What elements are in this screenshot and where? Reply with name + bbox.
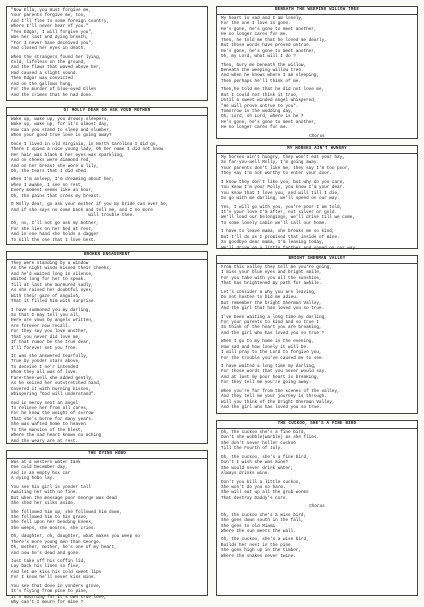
lyric-line: And I'll flee to some foreign country, [11, 18, 109, 24]
lyric-line: Lay back his linen so fine, [11, 564, 81, 570]
lyric-line: And closed her eyes in death. [11, 46, 86, 52]
lyric-line: She goes high up in the timber, [221, 548, 301, 554]
lyric-line: Then Edgar was convicted [11, 76, 73, 82]
lyric-line: He's gone, he's gone to meet another, [221, 119, 317, 125]
lyric-line: She will eat up all the grub worms [221, 490, 309, 496]
lyric-line: But those words have proved untrue. [221, 43, 312, 49]
lyric-line: She weeps, she mourns, she cries. [11, 525, 97, 531]
lyric-line: Wake up, wake up, you drowsy sleepers, [11, 117, 109, 122]
lyric-line: That has brightened my path for awhile. [221, 281, 322, 287]
lyric-line: But remember the bright Sherman Valley, [221, 300, 322, 306]
lyric-line: Here are vows by angels written, [11, 318, 94, 324]
lyric-line: Your parents forgive me, too, [11, 13, 86, 19]
lyric-line: As the night winds kissed their cheeks, [11, 266, 112, 272]
lyric-line: Don't you kill a little cuckoo, [221, 479, 301, 485]
lyric-line: Till at last she murmured sadly, [11, 282, 94, 288]
lyric-line: For she lies on her bed at rest, [11, 226, 94, 232]
lyric-line: True by yonder stars above, [11, 359, 81, 365]
lyric-line: When the strangers found her lying, [11, 54, 102, 60]
lyric-line: Every moment seems like an hour, [11, 188, 94, 194]
lyric-line: Your parents don't like me, they say I'm too poor, [221, 165, 350, 171]
lyric-line: God in mercy sent an angel [11, 400, 79, 406]
lyric-line: As he seized her outstretched hand, [11, 381, 102, 387]
lyric-line: And at last my poor heart is breaking, [221, 374, 319, 380]
lyric-line: You know I'm your Polly, you know I'm your dear. [221, 185, 345, 191]
lyric-line: will trouble thee. [11, 213, 135, 218]
lyric-line: Oh, the tears that I did shed. [11, 168, 89, 174]
lyric-line: To relieve her from all cares, [11, 405, 89, 411]
lyric-line: Are forever now recall. [11, 323, 71, 329]
lyric-line: Oh, the cuckoo she's a fine bird, [221, 430, 307, 435]
song-title: BRIGHT SHERMAN VALLEY [217, 256, 417, 264]
lyric-line: A dying hobo lay. [11, 476, 55, 482]
lyric-line: Oh, the pains that cross my breast. [11, 193, 102, 199]
lyric-line: "For I never have deceived you", [11, 40, 94, 46]
song-title: THE DYING HOBO [7, 451, 207, 459]
lyric-line: Oh, no, I'll not go ask my mother, [11, 221, 99, 227]
lyric-line: For I know he'll never kiss mine. [11, 575, 97, 581]
lyric-line: But I'll do as I promised that inside of mine. [221, 234, 340, 240]
lyric-line: So go with me darling, we'll speed on our way. [221, 196, 340, 202]
lyric-line: Wake up, wake up, for it's almost day, [11, 122, 109, 128]
lyric-line: Don't she wobble(warble) as she flies. [221, 435, 319, 441]
lyric-line: We'll load our belongings, we'll drive till we come, [221, 215, 356, 221]
lyric-line: Oh, the cuckoo she's a wise bird, [221, 512, 307, 518]
lyric-line: She won't do you no harm. [221, 484, 286, 490]
lyric-line: Let's consider a why you are leaving, [221, 289, 317, 295]
lyric-line: Just take off his coffin lid, [11, 559, 86, 564]
lyric-line: And the girl who has loved you so true ? [221, 330, 325, 336]
lyric-line: Where the sun meets the wall. [221, 529, 296, 534]
lyric-line: Fare-thee-well she added gently, [11, 375, 94, 381]
lyric-line: When I go to my home in the evening, [221, 339, 314, 345]
lyric-line: Oh, the cuckoo, she's a fine bird, [221, 454, 309, 460]
lyric-line: Oh, my Lord, what will I do ? [221, 54, 296, 60]
song-sherman-valley-box [216, 255, 418, 414]
lyric-line: Cold, lifeless on the ground, [11, 59, 86, 65]
lyric-line: She would never drink water, [221, 465, 294, 471]
lyric-line: Do not hasten to bid me adieu. [221, 295, 299, 301]
lyric-line: Yes, I will go with you, you're poor I am told, [221, 204, 343, 210]
lyric-line: For they tell me you're going away. [221, 380, 312, 386]
lyric-line: And the weary are at rest. [11, 438, 79, 444]
lyric-line: Till the Fourth of July. [221, 446, 283, 452]
lyric-line: Then, he told me that he loved me dearly, [221, 37, 327, 43]
lyric-line: To deceive I ne'r intended [11, 364, 79, 370]
lyric-line: And now he's dead and gone. [11, 550, 81, 556]
lyric-line: He's gone, he's gone to meet another, [221, 48, 317, 54]
lyric-line: And on cheeks were diamond red, [11, 158, 91, 164]
lyric-line: My horses ain't hungry, they won't eat your hay, [221, 155, 345, 160]
lyric-line: Once I lived in old Virginia, in North Carolina I did go, [11, 141, 158, 147]
song-sheet [6, 6, 418, 606]
lyric-line: He no longer cares for me. [221, 32, 289, 38]
lyric-line: I have to leave mama, she breaks me so kind, [221, 229, 335, 235]
lyric-line: I'll forever set you free. [11, 345, 79, 351]
lyric-line: For you take with you all the sunshine, [221, 275, 322, 281]
lyric-line: There I spied a nice young lady, Oh her name I did not know [11, 147, 164, 153]
lyric-line: From this valley they tell me you're going, [221, 265, 332, 270]
song-intro-box [6, 6, 208, 101]
lyric-line: Beneath the weeping willow tree. [221, 67, 304, 73]
lyric-line: Then,he told me that he did not love me, [221, 87, 325, 93]
lyric-line: They say I'm not worthy to enter your door. [221, 171, 332, 177]
lyric-line: And in one hand she holds a dagger [11, 232, 99, 238]
lyric-line: Had caused a slight sound. [11, 70, 79, 76]
lyric-line: To kill the one that I love best. [11, 237, 97, 243]
lyric-line: And let me kiss his cold sweet lips [11, 569, 102, 575]
lyric-line: Was at a western water tank [11, 460, 81, 465]
lyric-line: Tomorrow is the wedding day, [221, 109, 294, 114]
lyric-line: To the mansion of the blest, [11, 427, 84, 433]
lyric-line: For your parents to kind and so true I [221, 319, 319, 325]
song-dying-hobo-box [6, 450, 208, 606]
lyric-line: You see that dove in yonders grove, [11, 583, 102, 589]
lyric-line: Where the snakes never twine. [221, 553, 296, 559]
lyric-line: Chorus [309, 504, 325, 510]
lyric-line: She don't never holler cuckoo [221, 440, 296, 446]
lyric-line: She fell upon her bending knees, [11, 520, 94, 526]
lyric-line: So that I may tell you all, [11, 312, 81, 318]
lyric-line: "He will prove untrue to you". [221, 103, 299, 109]
lyric-line: It's flying from pine to pine, [11, 589, 89, 595]
lyric-line: And if she says no come back and tell me, and I no more [11, 207, 153, 213]
lyric-line: Her hair was black & her eyes was sparkling, [11, 152, 125, 158]
lyric-line: So goodbye dear mama, I'm leaving today, [221, 240, 325, 246]
lyric-line: For the one I love is gone. [221, 21, 291, 27]
left-column [6, 6, 208, 606]
lyric-line: So think of the heart you are breaking, [221, 325, 322, 331]
lyric-line: She followed him up, she followed him down, [11, 509, 122, 515]
lyric-line: Will you think of the bright Sherman Valley, [221, 399, 335, 405]
lyric-line: I have waited a long time my darling, [221, 364, 317, 369]
lyric-line: If that rumor be the true dear, [11, 340, 91, 346]
lyric-line: When I'm asleep, I'm dreaming about her, [11, 177, 115, 183]
lyric-line: Always drinks wine. [221, 471, 270, 477]
lyric-line: Oh, daughter, oh, daughter, what makes you weep so [11, 534, 140, 540]
lyric-line: Awaiting her with no fine. [11, 490, 79, 496]
lyric-line: And on her breast she wore a lily, [11, 163, 99, 169]
lyric-line: She shed her silks aside. [11, 501, 76, 507]
lyric-line: She goes down south in the fall, [221, 518, 304, 524]
lyric-line: One cold December day, [11, 465, 68, 471]
lyric-line: So far-you-well Molly, I'm going away. [221, 160, 319, 166]
lyric-line: Oh, Lord, oh Lord, where is he ? [221, 114, 304, 120]
lyric-line: And in an empty box car [11, 470, 71, 476]
lyric-line: They were standing by a window [11, 261, 89, 266]
song-title: THE CUCKOO, SHE'S A FINE BIRD [217, 421, 417, 429]
lyric-line: How sad and how lonely it will be. [221, 344, 309, 350]
lyric-line: We'll drive on a little farther and speed on our way. [221, 245, 358, 251]
lyric-line: For those words that you never would say. [221, 369, 327, 375]
lyric-line: That she's borne for many years. [11, 416, 94, 422]
lyric-line: Why can't I mourn for mine ? [11, 600, 84, 606]
lyric-line: She was wafted home to heaven [11, 422, 86, 428]
lyric-line: Don't I wish she was mine? [221, 460, 289, 466]
lyric-line: That destroy Daddy's corn. [221, 495, 289, 501]
lyric-line: I have summoned you my darling, [11, 307, 91, 313]
lyric-line: And he'd waited long in silence, [11, 271, 94, 277]
lyric-line: It's your love I'm after, not silver or gold. [221, 209, 338, 215]
lyric-line: Where the sad heart knows no aching [11, 433, 102, 439]
lyric-line: It's mourning for it's own true love, [11, 594, 107, 600]
lyric-line: You see his girl is yonder tall [11, 484, 91, 490]
lyric-line: And the girl that has loved you so true. [221, 306, 325, 312]
song-title: MY HORSES AIN'T HUNGRY [217, 146, 417, 154]
lyric-line: Covered it with burning kisses, [11, 386, 91, 392]
lyric-line: It was she answered tearfully, [11, 354, 89, 359]
lyric-line: There's more young men than George. [11, 539, 102, 545]
song-willow-box [216, 6, 418, 139]
lyric-line: O Molly dear, go ask your mother if you my bride can ever be, [11, 202, 169, 208]
lyric-line: As she raised her doubtful eyes, [11, 288, 94, 294]
lyric-line: When you're far from the scenes of the valley, [221, 388, 340, 394]
lyric-line: That you never did love me, [11, 334, 81, 340]
lyric-line: You know that I love you, and will till I die, [221, 190, 340, 196]
lyric-line: How can you stand to sleep and slumber, [11, 127, 112, 133]
lyric-line: And the crimes that he had done. [11, 92, 94, 98]
song-molly-box [6, 107, 208, 245]
lyric-line: My heart is sad and I am lonely, [221, 16, 304, 21]
lyric-line: For he knew the weight of sorrow [11, 411, 94, 417]
lyric-line: Then, bury me beneath the willow, [221, 62, 307, 68]
lyric-line: When your good true love is going away? [11, 133, 112, 139]
lyric-line: He no longer cares for me. [221, 125, 289, 131]
song-horses-box [216, 145, 418, 249]
lyric-line: I miss your blue eyes and bright smile, [221, 270, 322, 276]
song-broken-engagement-box [6, 251, 208, 444]
lyric-line: Whispering "God will understand". [11, 392, 97, 398]
song-title: BROKEN ENGAGEMENT [7, 252, 207, 260]
lyric-line: Waited long for her to speak. [11, 277, 86, 283]
song-title: O! MOLLY DEAR GO ASK YOUR MOTHER [7, 108, 207, 116]
lyric-line: He's gone, he's gone to meet another, [221, 26, 317, 32]
lyric-line: For the murder of blue-eyed Ellen [11, 87, 97, 93]
lyric-line: "Yes Edgar, I will forgive you", [11, 29, 94, 35]
lyric-line: She goes to old Miami [221, 523, 276, 529]
lyric-line: Then perhaps he'll think of me. [221, 78, 301, 84]
lyric-line: And when he knows where I am sleeping, [221, 73, 319, 79]
lyric-line: That it filled him with surprise. [11, 299, 97, 305]
lyric-line: She followed him to his grave, [11, 514, 89, 520]
lyric-line: But I could not think it true, [221, 92, 299, 98]
lyric-line: And they tell me your journey is through. [221, 394, 327, 400]
lyric-line: Whom they all was of love. [11, 370, 79, 376]
lyric-line: And the flaws that waved above her, [11, 65, 102, 71]
lyric-line: To some lovely cabin we'll call our home. [221, 220, 327, 226]
lyric-line: I know they don't like you, but why do you care, [221, 179, 345, 185]
lyric-line: Chorus [309, 133, 325, 139]
lyric-line: Was her last and dying breath, [11, 35, 89, 41]
lyric-line: Builds her nest in the pine. [221, 542, 294, 548]
lyric-line: Oh, the cuckoo, she's a wise bird, [221, 537, 309, 543]
lyric-line: And on the gallows hung, [11, 81, 73, 87]
lyric-line: "Now Ella, you must forgive me, [11, 8, 91, 13]
lyric-line: With their gaze of anguish, [11, 293, 81, 299]
song-title: BENEATH THE WEEPING WILLOW TREE [217, 7, 417, 15]
lyric-line: I've been waiting a long time my darling, [221, 314, 327, 320]
lyric-line: I will pray to the Lord to forgive you, [221, 350, 322, 356]
lyric-line: For they say you love another, [11, 329, 89, 335]
lyric-line: Until a sweet winded angel whispered, [221, 98, 317, 104]
lyric-line: But when the message poor George was dead [11, 495, 117, 501]
song-cuckoo-box [216, 420, 418, 596]
right-column [216, 6, 418, 596]
lyric-line: Oh, mother, mother, he's one of my heart, [11, 545, 117, 551]
lyric-line: And the girl who has loved you so true. [221, 405, 322, 411]
lyric-line: When I awake, I see no rest, [11, 182, 84, 188]
lyric-line: Where I'll never hear of you." [11, 24, 89, 30]
lyric-line: For the trouble you've caused me to see. [221, 355, 325, 361]
